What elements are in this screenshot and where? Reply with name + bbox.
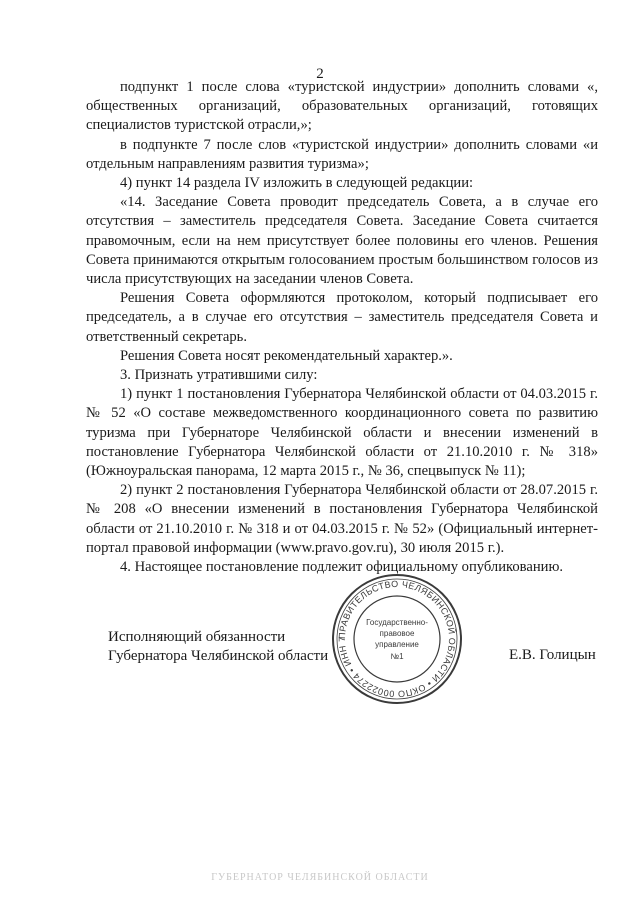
paragraph-repeal-2: 2) пункт 2 постановления Губернатора Челябинской области от 28.07.2015 г. № 208 «О внесении изменений в постановления Губернатора Челябинской области от 21.10.2010 г. № 318 и от 04.03.2015 г. № 52» (Официальный интернет-портал правовой информации (www.pravo.gov.ru), 30 июля 2015 г.). [86,482,598,556]
footer-watermark: ГУБЕРНАТОР ЧЕЛЯБИНСКОЙ ОБЛАСТИ [211,872,429,883]
paragraph-item-4: 4) пункт 14 раздела IV изложить в следующей редакции: [120,175,474,192]
signatory-position-line-2: Губернатора Челябинской области [108,648,329,664]
page-number: 2 [316,66,324,82]
seal-inner-text [366,618,428,661]
svg-text:правовое: правовое [379,629,415,638]
official-seal [330,572,464,706]
paragraph-item-4-publication: 4. Настоящее постановление подлежит официальному опубликованию. [120,559,564,576]
svg-text:№1: №1 [390,652,404,661]
seal-graphic [330,572,464,706]
paragraph-subpoint-7: в подпункте 7 после слов «туристской индустрии» дополнить словами «и отдельным направлениям развития туризма»; [86,136,598,172]
signatory-position-line-1: Исполняющий обязанности [108,629,286,645]
seal-outer-ring [333,575,461,703]
paragraph-protocol: Решения Совета оформляются протоколом, который подписывает его председатель, а в случае его отсутствия – заместитель председателя Совета и ответственный секретарь. [86,290,598,345]
signatory-position [108,628,328,666]
paragraph-item-3: 3. Признать утратившими силу: [120,367,318,384]
paragraph-clause-14: «14. Заседание Совета проводит председатель Совета, а в случае его отсутствия – заместитель председателя Совета. Заседание Совета считается правомочным, если на нем присутствует более половины его членов. Решения Совета принимаются открытым голосованием простым большинством голосов из числа присутствующих на заседании членов Совета. [86,194,598,288]
paragraph-repeal-1: 1) пункт 1 постановления Губернатора Челябинской области от 04.03.2015 г. № 52 «О составе межведомственного координационного совета по развитию туризма при Губернаторе Челябинской области и внесении изменений в постановление Губернатора Челябинской области от 21.10.2010 г. № 318» (Южноуральская панорама, 12 марта 2015 г., № 36, спецвыпуск № 11); [86,386,598,480]
seal-outer-text: ПРАВИТЕЛЬСТВО ЧЕЛЯБИНСКОЙ ОБЛАСТИ • ОКПО 00022274 • ИНН 7 [336,578,458,700]
seal-inner-ring [354,596,440,682]
paragraph-subpoint-1: подпункт 1 после слова «туристской индустрии» дополнить словами «, общественных организаций, образовательных организаций, готовящих специалистов туристской отрасли,»; [86,79,598,134]
svg-text:Государственно-: Государственно- [366,618,428,627]
document-body [86,78,598,577]
signatory-name: Е.В. Голицын [509,647,596,663]
svg-text:управление: управление [375,640,419,649]
paragraph-recommendation: Решения Совета носят рекомендательный характер.». [120,347,453,364]
